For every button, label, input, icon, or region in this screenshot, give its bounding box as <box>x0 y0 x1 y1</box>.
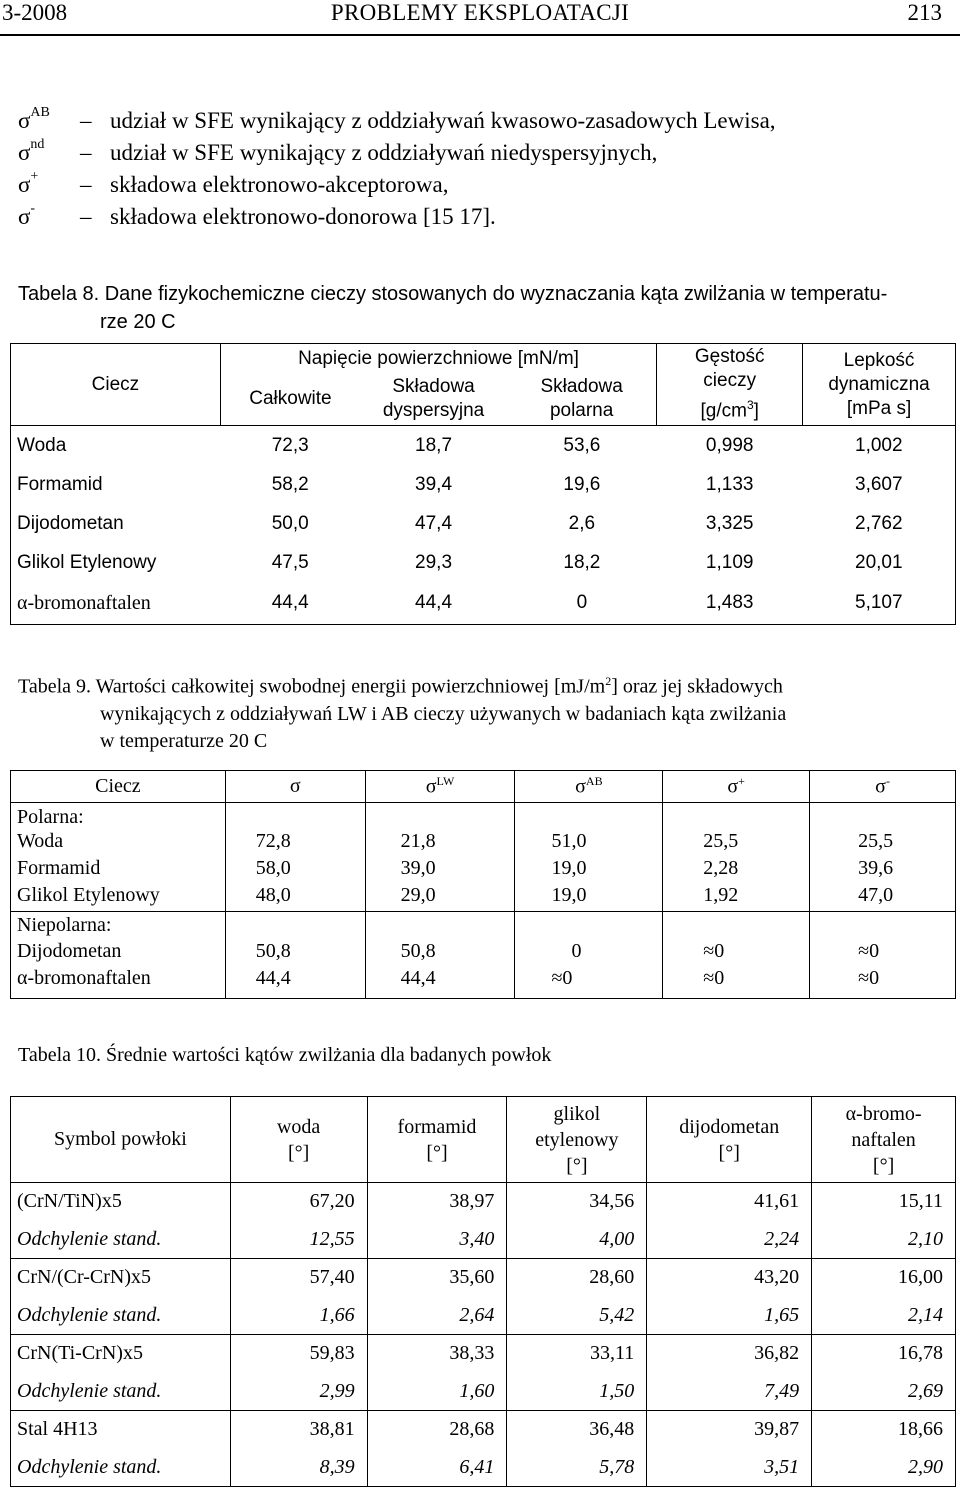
table10-caption <box>18 1044 948 1067</box>
table-cell: 29,0 <box>365 884 515 912</box>
table-cell: 47,5 <box>271 552 309 573</box>
table-row <box>11 583 956 625</box>
table9-caption-line1: Wartości całkowitej swobodnej energii powierzchniowej [mJ/m <box>95 675 606 698</box>
table8-header-density: Gęstość cieczy $[g/cm^3]$ <box>657 344 803 426</box>
table10-header-symbol: Symbol powłoki <box>11 1097 231 1183</box>
definition-text: składowa elektronowo-donorowa [15 17]. <box>110 204 496 229</box>
symbol-definitions <box>18 105 948 236</box>
page-number: 213 <box>907 0 942 25</box>
table-row <box>11 1335 956 1373</box>
table-cell: 1,109 <box>705 552 754 573</box>
table-row-sd <box>11 1221 956 1259</box>
table-cell: 5,78 <box>507 1449 647 1487</box>
table-cell: 25,5 <box>810 830 956 857</box>
table-row <box>11 505 956 544</box>
table-row <box>11 544 956 583</box>
table9-caption <box>18 668 948 755</box>
table-cell: 67,20 <box>230 1183 367 1221</box>
table9-header-sigma-plus: σ+ <box>663 771 810 803</box>
table9-caption-line2: wynikających z oddziaływań LW i AB cieczy używanych w badaniach kąta zwilżania <box>100 702 787 725</box>
table-cell: 16,78 <box>812 1335 956 1373</box>
table-row <box>11 466 956 505</box>
table-cell: 28,68 <box>367 1411 507 1449</box>
definition-dash: – <box>80 172 92 197</box>
table-cell: 18,2 <box>563 552 601 573</box>
table-row-sd <box>11 1297 956 1335</box>
table-cell: 0 <box>576 592 588 614</box>
table9-group-row <box>11 912 956 940</box>
liquid-name: Woda <box>11 426 221 466</box>
table-cell: 2,99 <box>230 1373 367 1411</box>
table10-caption-text: Średnie wartości kątów zwilżania dla badanych powłok <box>106 1044 552 1066</box>
table-cell: 1,65 <box>647 1297 812 1335</box>
table-cell: 18,7 <box>415 434 453 456</box>
table-row <box>11 1259 956 1297</box>
coating-name: CrN/(Cr-CrN)x5 <box>11 1259 231 1297</box>
table-cell: 3,325 <box>705 513 754 534</box>
table9-caption-line1b: ] oraz jej składowych <box>611 675 783 698</box>
sd-label: Odchylenie stand. <box>11 1373 231 1411</box>
definition-dash: – <box>80 140 92 165</box>
table-cell: 2,14 <box>812 1297 956 1335</box>
table-cell: 35,60 <box>367 1259 507 1297</box>
table-cell: 19,0 <box>515 857 663 884</box>
table-cell: ≈0 <box>810 940 956 967</box>
coating-name: Stal 4H13 <box>11 1411 231 1449</box>
table-cell: 58,2 <box>271 474 309 495</box>
table-cell: 72,8 <box>225 830 365 857</box>
table-cell: 5,42 <box>507 1297 647 1335</box>
table8 <box>10 343 956 625</box>
table-row <box>11 940 956 967</box>
table-cell: 0 <box>515 940 663 967</box>
liquid-name: Formamid <box>11 466 221 505</box>
table-cell: 18,66 <box>812 1411 956 1449</box>
table-cell: ≈0 <box>810 967 956 999</box>
sd-label: Odchylenie stand. <box>11 1297 231 1335</box>
table8-header-viscosity: Lepkość dynamiczna [mPa s] <box>803 344 956 426</box>
table9-group-row <box>11 803 956 830</box>
table-cell: ≈0 <box>663 967 810 999</box>
definition-text: udział w SFE wynikający z oddziaływań niedyspersyjnych, <box>110 140 658 165</box>
sd-label: Odchylenie stand. <box>11 1449 231 1487</box>
table10-header-row <box>11 1097 956 1183</box>
table-cell: 20,01 <box>803 544 956 583</box>
table8-header-liquid: Ciecz <box>11 344 221 426</box>
table8-caption <box>18 280 948 336</box>
table-cell: 12,55 <box>230 1221 367 1259</box>
table-cell: 44,4 <box>365 967 515 999</box>
table-cell: 38,81 <box>230 1411 367 1449</box>
liquid-name: Glikol Etylenowy <box>11 884 226 912</box>
table-cell: 59,83 <box>230 1335 367 1373</box>
table-cell: 3,607 <box>803 466 956 505</box>
issue-number: 3-2008 <box>2 0 68 25</box>
table-cell: 72,3 <box>271 434 309 456</box>
sd-label: Odchylenie stand. <box>11 1221 231 1259</box>
table-row <box>11 884 956 912</box>
table10-header-diiodomethane: dijodometan [°] <box>647 1097 812 1183</box>
table-cell: 25,5 <box>663 830 810 857</box>
table-cell: 50,8 <box>225 940 365 967</box>
table-cell: 15,11 <box>812 1183 956 1221</box>
table-cell: 41,61 <box>647 1183 812 1221</box>
group-label-polar: Polarna: <box>11 803 226 830</box>
liquid-name: Woda <box>11 830 226 857</box>
table-cell: 3,40 <box>367 1221 507 1259</box>
table-cell: 1,66 <box>230 1297 367 1335</box>
definition-dash: – <box>80 204 92 229</box>
table-cell: 2,762 <box>803 505 956 544</box>
table8-header-dispersive: Składowa dyspersyjna <box>382 376 485 422</box>
table-cell: 21,8 <box>365 830 515 857</box>
coating-name: CrN(Ti-CrN)x5 <box>11 1335 231 1373</box>
definition-item <box>18 137 948 172</box>
coating-name: (CrN/TiN)x5 <box>11 1183 231 1221</box>
table-cell: 16,00 <box>812 1259 956 1297</box>
caption-superscript: 2 <box>605 674 612 688</box>
table-row <box>11 830 956 857</box>
table-row <box>11 1183 956 1221</box>
liquid-name: Dijodometan <box>11 505 221 544</box>
table9-header-sigma-lw: $\sigma^{LW}$ <box>365 771 515 803</box>
table-cell: 51,0 <box>515 830 663 857</box>
table-cell: 36,82 <box>647 1335 812 1373</box>
table8-header-polar: Składowa polarna <box>507 374 657 426</box>
definition-text: składowa elektronowo-akceptorowa, <box>110 172 449 197</box>
table-cell: 43,20 <box>647 1259 812 1297</box>
table-cell: 1,50 <box>507 1373 647 1411</box>
table-cell: 1,002 <box>803 426 956 466</box>
table-cell: 39,4 <box>415 474 453 495</box>
table-cell: 5,107 <box>803 583 956 625</box>
table8-header-surface-tension: Napięcie powierzchniowe [mN/m] <box>220 344 657 374</box>
definition-text: udział w SFE wynikający z oddziaływań kwasowo-zasadowych Lewisa, <box>110 108 776 133</box>
liquid-name: Dijodometan <box>11 940 226 967</box>
table-cell: 8,39 <box>230 1449 367 1487</box>
table9-header-liquid: Ciecz <box>11 771 226 803</box>
table-cell: 44,4 <box>225 967 365 999</box>
table-cell: 58,0 <box>225 857 365 884</box>
table8-caption-label: Tabela 8. <box>18 283 100 305</box>
definition-item <box>18 201 948 236</box>
table-cell: 47,4 <box>415 513 453 534</box>
table-row <box>11 1411 956 1449</box>
table-row <box>11 857 956 884</box>
definition-item <box>18 105 948 140</box>
table-cell: 33,11 <box>507 1335 647 1373</box>
table10 <box>10 1096 956 1487</box>
table-cell: 2,69 <box>812 1373 956 1411</box>
table10-caption-label: Tabela 10. <box>18 1044 102 1066</box>
definition-symbol: σ- <box>18 201 36 229</box>
page-header <box>0 0 960 30</box>
table-cell: 2,24 <box>647 1221 812 1259</box>
table-cell: 53,6 <box>563 434 601 456</box>
table-cell: ≈0 <box>663 940 810 967</box>
table-cell: 2,6 <box>568 513 596 534</box>
table-row-sd <box>11 1373 956 1411</box>
liquid-name: Formamid <box>11 857 226 884</box>
table10-header-water: woda [°] <box>230 1097 367 1183</box>
table-cell: 1,483 <box>705 592 754 614</box>
table-row <box>11 426 956 466</box>
liquid-name: Glikol Etylenowy <box>11 544 221 583</box>
table-cell: 2,10 <box>812 1221 956 1259</box>
table-cell: 39,6 <box>810 857 956 884</box>
table-cell: 1,92 <box>663 884 810 912</box>
liquid-name: α-bromonaftalen <box>11 967 226 999</box>
table-cell: 44,4 <box>415 592 453 614</box>
definition-symbol: $\sigma^{nd}$ <box>18 137 45 165</box>
table-cell: 28,60 <box>507 1259 647 1297</box>
table-cell: 2,90 <box>812 1449 956 1487</box>
table-cell: 1,133 <box>705 474 754 495</box>
table10-header-bromonaphthalene: α-bromo- naftalen [°] <box>812 1097 956 1183</box>
table-cell: ≈0 <box>515 967 663 999</box>
group-label-nonpolar: Niepolarna: <box>11 912 226 940</box>
table9-header-sigma-ab: $\sigma^{AB}$ <box>515 771 663 803</box>
definition-item <box>18 169 948 204</box>
table9-header-sigma: σ <box>225 771 365 803</box>
table-cell: 47,0 <box>810 884 956 912</box>
table10-header-glycol: glikol etylenowy [°] <box>507 1097 647 1183</box>
table8-caption-line1: Dane fizykochemiczne cieczy stosowanych do wyznaczania kąta zwilżania w temperatu- <box>104 283 888 305</box>
journal-title: PROBLEMY EKSPLOATACJI <box>330 0 630 25</box>
table-cell: 36,48 <box>507 1411 647 1449</box>
table-row-sd <box>11 1449 956 1487</box>
table10-header-formamide: formamid [°] <box>367 1097 507 1183</box>
table-cell: 50,8 <box>365 940 515 967</box>
table8-caption-line2: rze 20 C <box>100 311 176 333</box>
table-cell: 3,51 <box>647 1449 812 1487</box>
table-cell: 48,0 <box>225 884 365 912</box>
table-cell: 0,998 <box>705 434 754 456</box>
table9-header-sigma-minus: σ- <box>810 771 956 803</box>
table-cell: 19,6 <box>563 474 601 495</box>
table-cell: 2,64 <box>367 1297 507 1335</box>
liquid-name: α-bromonaftalen <box>11 583 221 625</box>
table-cell: 6,41 <box>367 1449 507 1487</box>
table-cell: 38,97 <box>367 1183 507 1221</box>
table-cell: 29,3 <box>415 552 453 573</box>
table-cell: 4,00 <box>507 1221 647 1259</box>
table-cell: 38,33 <box>367 1335 507 1373</box>
table-cell: 57,40 <box>230 1259 367 1297</box>
table-cell: 39,87 <box>647 1411 812 1449</box>
table9 <box>10 770 956 999</box>
table-cell: 19,0 <box>515 884 663 912</box>
table9-header-row <box>11 771 956 803</box>
definition-symbol: σ+ <box>18 169 39 197</box>
table9-caption-label: Tabela 9. <box>18 675 92 698</box>
table8-header-total: Całkowite <box>249 388 332 410</box>
table-cell: 50,0 <box>271 513 309 534</box>
table-cell: 1,60 <box>367 1373 507 1411</box>
table-cell: 2,28 <box>663 857 810 884</box>
definition-symbol: $\sigma^{AB}$ <box>18 105 50 133</box>
table9-caption-line3: w temperaturze 20 C <box>100 729 268 752</box>
table-cell: 39,0 <box>365 857 515 884</box>
table-row <box>11 967 956 999</box>
header-rule <box>0 34 960 36</box>
table-cell: 7,49 <box>647 1373 812 1411</box>
definition-dash: – <box>80 108 92 133</box>
table-cell: 44,4 <box>271 592 309 614</box>
table-cell: 34,56 <box>507 1183 647 1221</box>
